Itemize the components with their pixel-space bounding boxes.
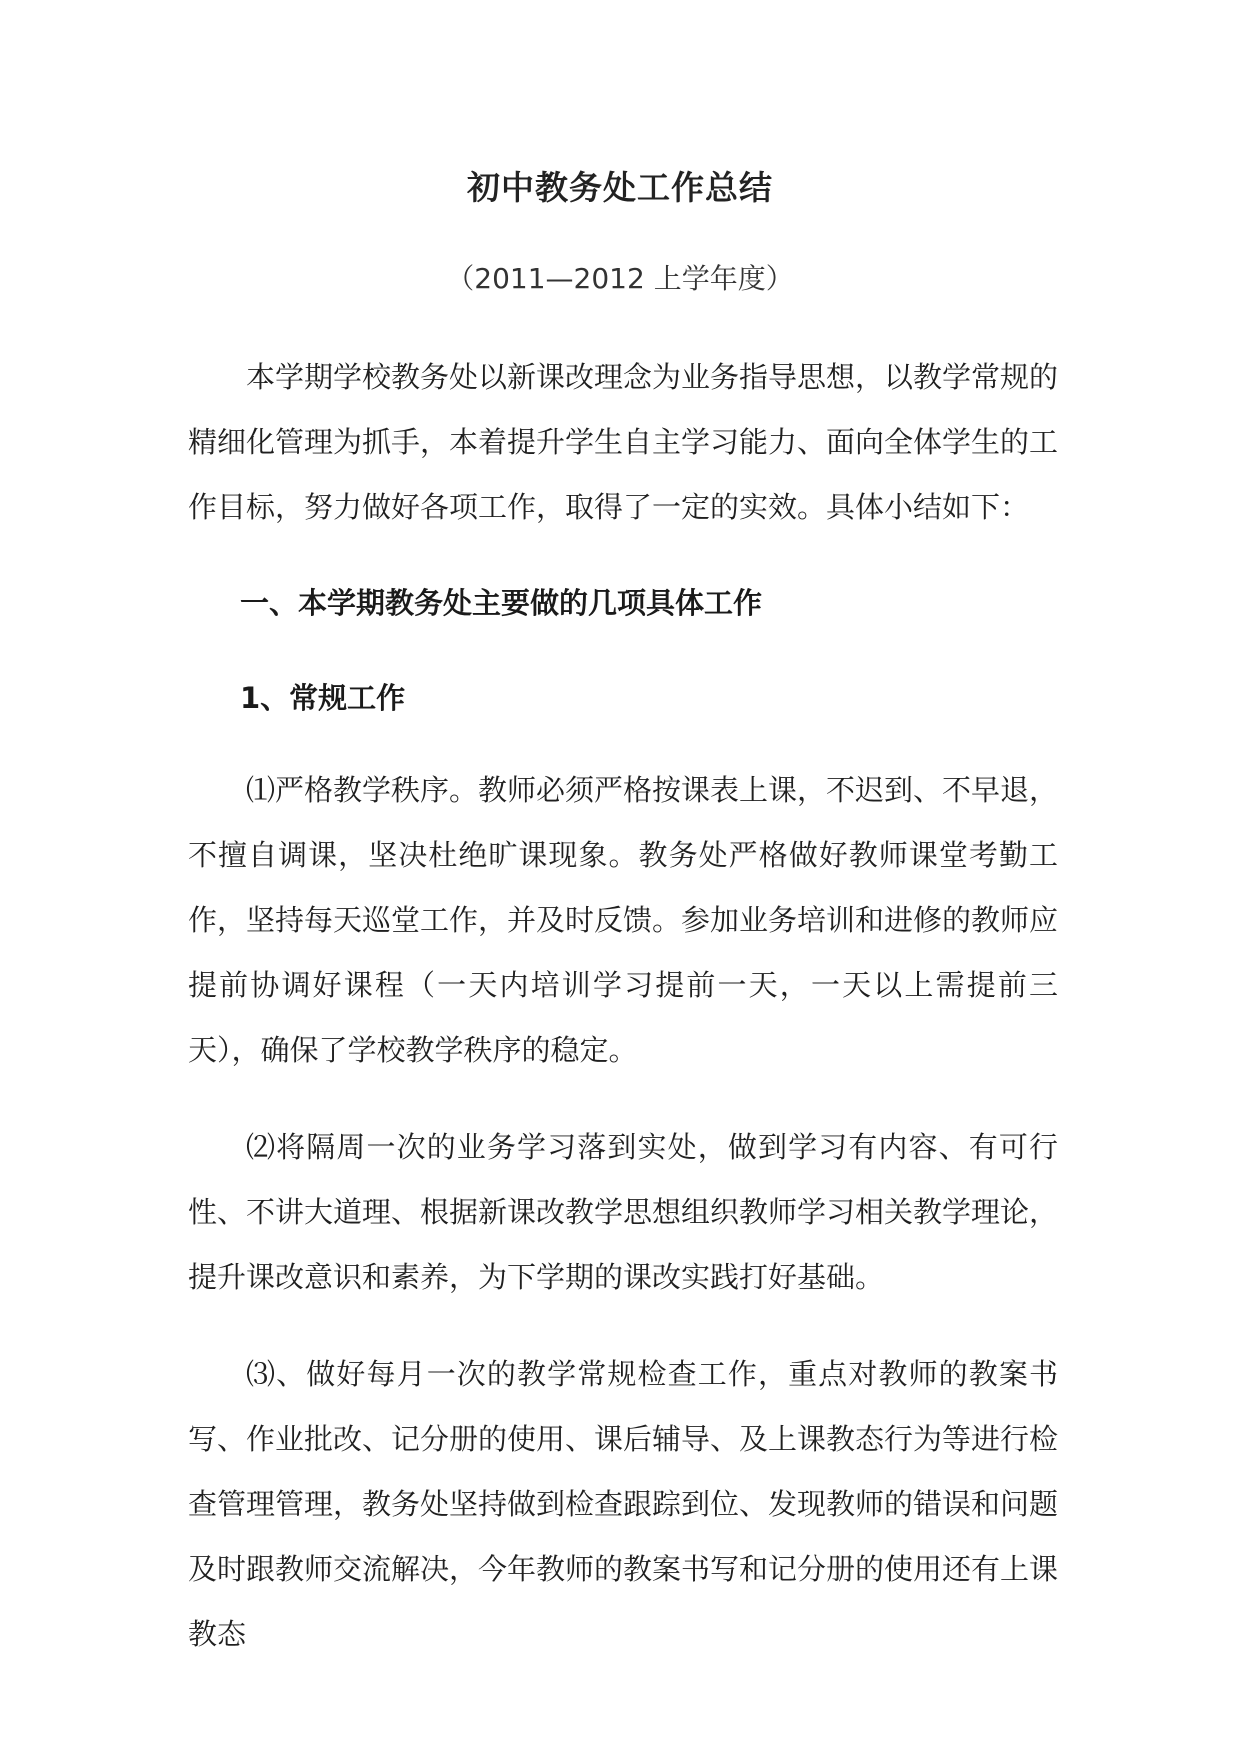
paragraph-item-1: ⑴严格教学秩序。教师必须严格按课表上课，不迟到、不早退，不擅自调课，坚决杜绝旷课现象。教务处严格做好教师课堂考勤工作，坚持每天巡堂工作，并及时反馈。参加业务培训和进修的教师应提前协调好课程（一天内培训学习提前一天，一天以上需提前三天），确保了学校教学秩序的稳定。 xyxy=(188,773,1059,1067)
document-title: 初中教务处工作总结 xyxy=(467,168,773,207)
intro-paragraph: 本学期学校教务处以新课改理念为业务指导思想，以教学常规的精细化管理为抓手，本着提升学生自主学习能力、面向全体学生的工作目标，努力做好各项工作，取得了一定的实效。具体小结如下： xyxy=(188,360,1059,524)
section-heading: 一、本学期教务处主要做的几项具体工作 xyxy=(240,586,763,620)
subsection-heading: 1、常规工作 xyxy=(240,681,406,715)
paragraph-item-2: ⑵将隔周一次的业务学习落到实处，做到学习有内容、有可行性、不讲大道理、根据新课改教学思想组织教师学习相关教学理论，提升课改意识和素养，为下学期的课改实践打好基础。 xyxy=(188,1130,1059,1294)
document-subtitle: （2011—2012 上学年度） xyxy=(446,262,794,295)
paragraph-item-3: ⑶、做好每月一次的教学常规检查工作，重点对教师的教案书写、作业批改、记分册的使用、课后辅导、及上课教态行为等进行检查管理管理，教务处坚持做到检查跟踪到位、发现教师的错误和问题及时跟教师交流解决，今年教师的教案书写和记分册的使用还有上课教态 xyxy=(188,1357,1059,1651)
